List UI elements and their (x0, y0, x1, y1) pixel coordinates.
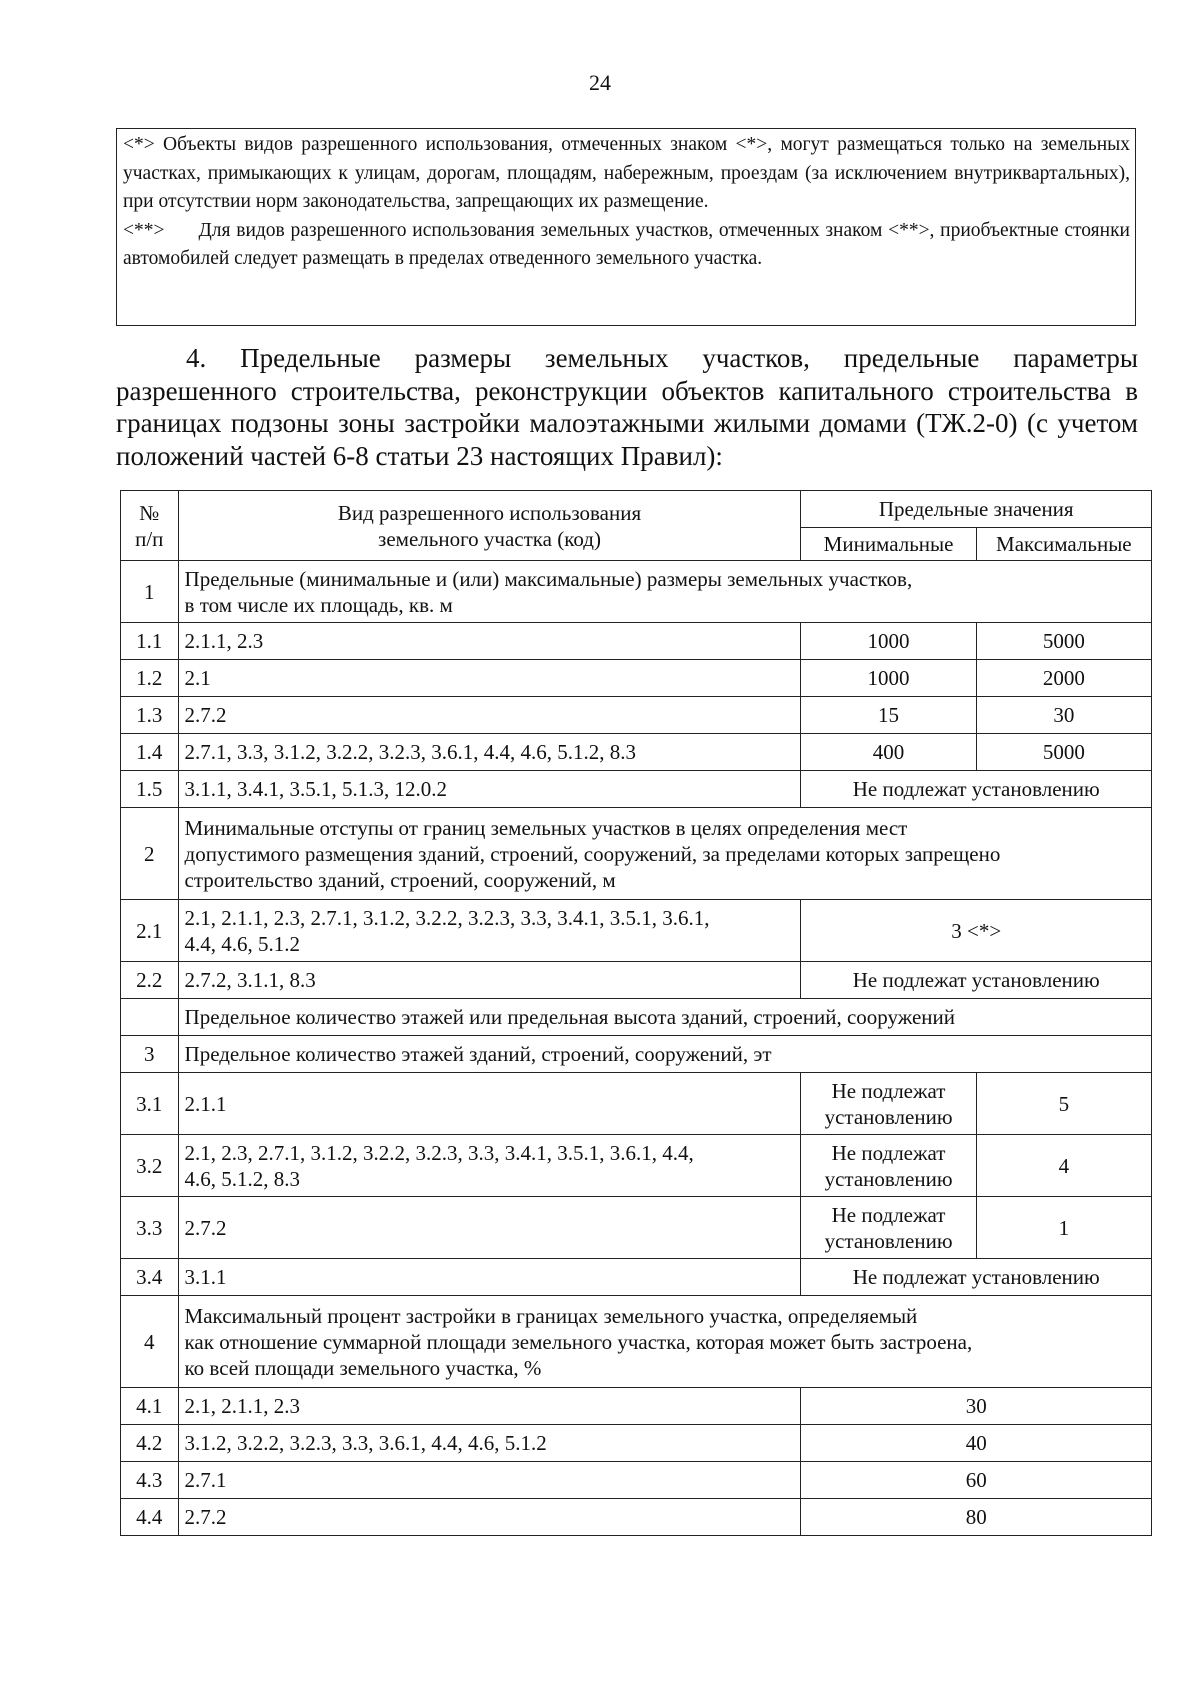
notes-box (116, 128, 1136, 326)
combined-value: Не подлежат установлению (801, 1259, 1152, 1296)
max-value: 5000 (976, 623, 1151, 660)
row-number: 3.2 (121, 1135, 179, 1197)
use-codes: 3.1.1 (178, 1259, 801, 1296)
row-number: 4.2 (121, 1425, 179, 1462)
section-title: Максимальный процент застройки в границах земельного участка, определяемый как отношение суммарной площади земельного участка, которая может быть застроена, ко всей площади земельного участка, % (178, 1296, 1151, 1388)
combined-value: 3 <*> (801, 900, 1152, 962)
header-use-type: Вид разрешенного использования земельного участка (код) (178, 491, 801, 561)
use-codes: 2.1.1 (178, 1073, 801, 1135)
row-number: 2.1 (121, 900, 179, 962)
table-row (121, 962, 1152, 999)
table-row (121, 1135, 1152, 1197)
table-row (121, 808, 1152, 900)
row-number: 1.1 (121, 623, 179, 660)
max-value: 4 (976, 1135, 1151, 1197)
note-single-asterisk: <*> Объекты видов разрешенного использования, отмеченных знаком <*>, могут размещаться только на земельных участках, примыкающих к улицам, дорогам, площадям, набережным, проездам (за исключением внутриквартальных), при отсутствии норм законодательства, запрещающих их размещение. (123, 134, 1130, 212)
note-double-asterisk (123, 217, 1130, 274)
header-max: Максимальные (976, 528, 1151, 561)
max-value: 2000 (976, 660, 1151, 697)
table-row (121, 999, 1152, 1036)
min-value: 400 (801, 734, 976, 771)
table-row (121, 1036, 1152, 1073)
section-title: Предельное количество этажей или предельная высота зданий, строений, сооружений (178, 999, 1151, 1036)
row-number: 1.3 (121, 697, 179, 734)
row-number: 3 (121, 1036, 179, 1073)
use-codes: 2.1.1, 2.3 (178, 623, 801, 660)
use-codes: 2.7.2 (178, 1499, 801, 1536)
header-min: Минимальные (801, 528, 976, 561)
row-number: 1.4 (121, 734, 179, 771)
use-codes: 2.7.2 (178, 697, 801, 734)
table-row (121, 623, 1152, 660)
use-codes: 2.7.1, 3.3, 3.1.2, 3.2.2, 3.2.3, 3.6.1, 4.4, 4.6, 5.1.2, 8.3 (178, 734, 801, 771)
min-value: 1000 (801, 660, 976, 697)
header-num: № п/п (121, 491, 179, 561)
row-number: 2 (121, 808, 179, 900)
max-value: 1 (976, 1197, 1151, 1259)
table-row (121, 1197, 1152, 1259)
use-codes: 3.1.2, 3.2.2, 3.2.3, 3.3, 3.6.1, 4.4, 4.6, 5.1.2 (178, 1425, 801, 1462)
row-number (121, 999, 179, 1036)
row-number: 4 (121, 1296, 179, 1388)
row-number: 2.2 (121, 962, 179, 999)
table-row (121, 1388, 1152, 1425)
max-value: 30 (976, 697, 1151, 734)
header-limits: Предельные значения (801, 491, 1152, 528)
table-row (121, 900, 1152, 962)
use-codes: 3.1.1, 3.4.1, 3.5.1, 5.1.3, 12.0.2 (178, 771, 801, 808)
note-double-asterisk-mark: <**> (123, 219, 165, 241)
row-number: 3.3 (121, 1197, 179, 1259)
table-row (121, 697, 1152, 734)
row-number: 1.5 (121, 771, 179, 808)
table-row (121, 1499, 1152, 1536)
row-number: 1 (121, 561, 179, 623)
section-title: Минимальные отступы от границ земельных участков в целях определения мест допустимого размещения зданий, строений, сооружений, за пределами которых запрещено строительство зданий, строений, сооружений, м (178, 808, 1151, 900)
use-codes: 2.7.1 (178, 1462, 801, 1499)
table-row (121, 771, 1152, 808)
table-row (121, 1462, 1152, 1499)
table-row (121, 1296, 1152, 1388)
row-number: 1.2 (121, 660, 179, 697)
combined-value: Не подлежат установлению (801, 962, 1152, 999)
row-number: 3.4 (121, 1259, 179, 1296)
max-value: 5000 (976, 734, 1151, 771)
use-codes: 2.1 (178, 660, 801, 697)
table-row (121, 561, 1152, 623)
max-value: 5 (976, 1073, 1151, 1135)
combined-value: 80 (801, 1499, 1152, 1536)
combined-value: Не подлежат установлению (801, 771, 1152, 808)
table-row (121, 734, 1152, 771)
use-codes: 2.7.2, 3.1.1, 8.3 (178, 962, 801, 999)
use-codes: 2.1, 2.1.1, 2.3, 2.7.1, 3.1.2, 3.2.2, 3.2.3, 3.3, 3.4.1, 3.5.1, 3.6.1, 4.4, 4.6, 5.1.2 (178, 900, 801, 962)
note-double-asterisk-text: Для видов разрешенного использования земельных участков, отмеченных знаком <**>, приобъектные стоянки автомобилей следует размещать в пределах отведенного земельного участка. (123, 219, 1130, 269)
combined-value: 30 (801, 1388, 1152, 1425)
use-codes: 2.1, 2.1.1, 2.3 (178, 1388, 801, 1425)
combined-value: 60 (801, 1462, 1152, 1499)
min-value: 15 (801, 697, 976, 734)
row-number: 4.4 (121, 1499, 179, 1536)
table-row (121, 660, 1152, 697)
page-number: 24 (589, 70, 611, 95)
table-row (121, 1425, 1152, 1462)
table-body (121, 561, 1152, 1536)
row-number: 4.1 (121, 1388, 179, 1425)
min-value: 1000 (801, 623, 976, 660)
min-value: Не подлежат установлению (801, 1135, 976, 1197)
min-value: Не подлежат установлению (801, 1197, 976, 1259)
row-number: 3.1 (121, 1073, 179, 1135)
section-title: Предельное количество этажей зданий, строений, сооружений, эт (178, 1036, 1151, 1073)
limits-table (120, 490, 1152, 1536)
combined-value: 40 (801, 1425, 1152, 1462)
table-header-row (121, 491, 1152, 528)
use-codes: 2.7.2 (178, 1197, 801, 1259)
row-number: 4.3 (121, 1462, 179, 1499)
table-row (121, 1073, 1152, 1135)
section-heading: 4. Предельные размеры земельных участков, предельные параметры разрешенного строительства, реконструкции объектов капитального строительства в границах подзоны зоны застройки малоэтажными жилыми домами (ТЖ.2-0) (с учетом положений частей 6-8 статьи 23 настоящих Правил): (116, 343, 1138, 471)
section-title: Предельные (минимальные и (или) максимальные) размеры земельных участков, в том числе их площадь, кв. м (178, 561, 1151, 623)
min-value: Не подлежат установлению (801, 1073, 976, 1135)
use-codes: 2.1, 2.3, 2.7.1, 3.1.2, 3.2.2, 3.2.3, 3.3, 3.4.1, 3.5.1, 3.6.1, 4.4, 4.6, 5.1.2, 8.3 (178, 1135, 801, 1197)
table-row (121, 1259, 1152, 1296)
